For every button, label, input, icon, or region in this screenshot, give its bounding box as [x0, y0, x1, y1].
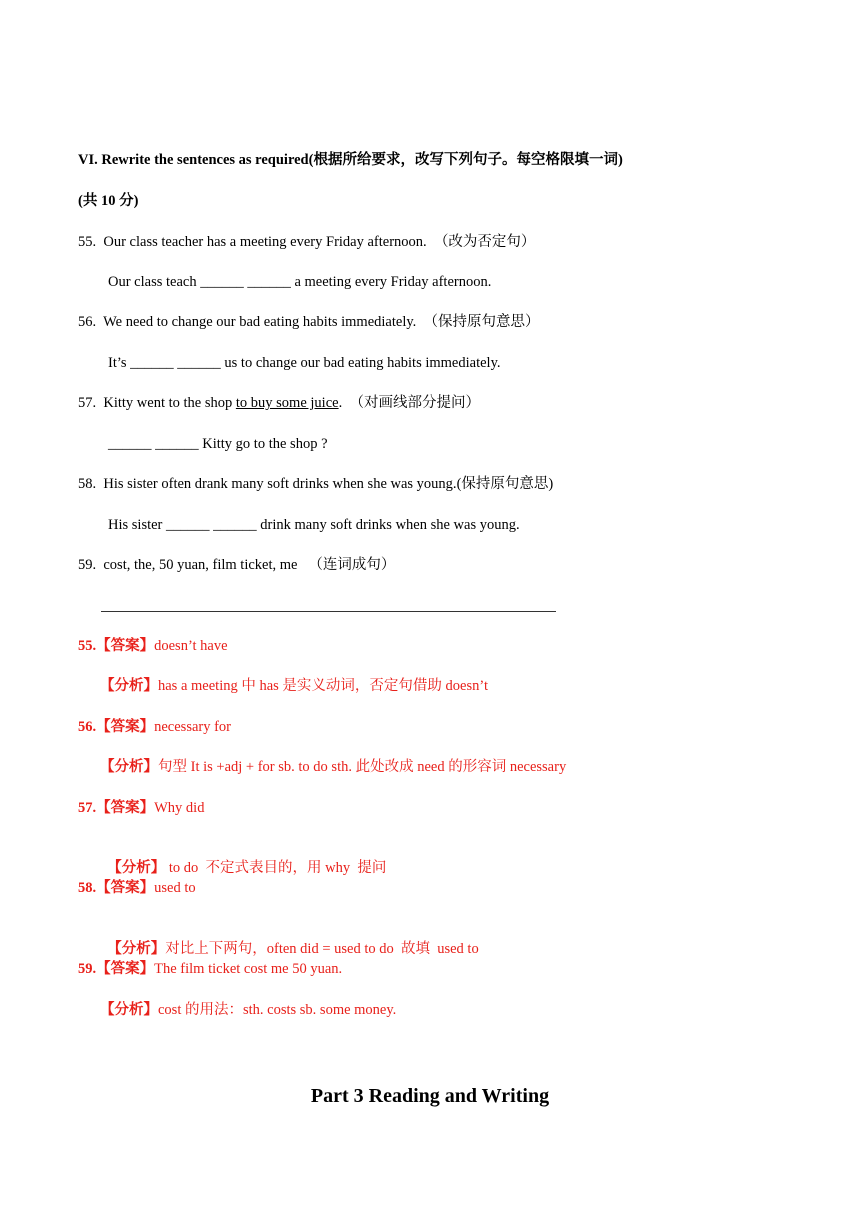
answer-57 [0, 798, 860, 818]
answer-blank-rule [101, 611, 556, 612]
underlined-phrase: to buy some juice [235, 395, 339, 411]
question-instruction: (保持原句意思) [456, 476, 554, 492]
analysis-58 [0, 919, 860, 959]
answer-text: necessary for [154, 719, 232, 735]
analysis-text: 句型 It is +adj + for sb. to do sth. 此处改成 need 的形容词 necessary [158, 759, 567, 775]
answer-label: 57.【答案】 [78, 800, 155, 816]
question-instruction: （改为否定句） [433, 234, 536, 250]
analysis-text: has a meeting 中 has 是实义动词，否定句借助 doesn’t [158, 678, 488, 694]
answer-label: 55.【答案】 [78, 638, 155, 654]
question-56 [0, 312, 860, 332]
part-title: Part 3 Reading and Writing [310, 1085, 550, 1107]
analysis-56 [0, 757, 860, 777]
answer-label: 58.【答案】 [78, 880, 155, 896]
answer-59 [0, 959, 860, 979]
analysis-label: 【分析】 [100, 678, 158, 694]
question-55 [0, 232, 860, 252]
question-text: Our class teacher has a meeting every Friday afternoon. [103, 234, 427, 250]
analysis-text: cost 的用法：sth. costs sb. some money. [158, 1002, 397, 1018]
section-points: (共 10 分) [78, 193, 139, 209]
question-number: 59. [78, 557, 97, 573]
analysis-label: 【分析】 [107, 860, 166, 876]
question-text: His sister often drank many soft drinks when she was young. [103, 476, 457, 492]
analysis-57 [0, 838, 860, 878]
question-number: 58. [78, 476, 97, 492]
analysis-label: 【分析】 [107, 941, 166, 957]
question-number: 56. [78, 314, 97, 330]
question-instruction: （对画线部分提问） [349, 395, 480, 411]
question-instruction: （保持原句意思） [423, 314, 540, 330]
answer-line-58: His sister ______ ______ drink many soft drinks when she was young. [108, 517, 520, 533]
answer-text: used to [154, 880, 196, 896]
analysis-59 [0, 1000, 860, 1020]
question-59 [0, 555, 860, 575]
analysis-label: 【分析】 [100, 1002, 158, 1018]
answer-text: Why did [154, 800, 205, 816]
answer-text: doesn’t have [154, 638, 228, 654]
analysis-text: 对比上下两句，often did = used to do 故填 used to [165, 941, 479, 957]
answer-label: 59.【答案】 [78, 961, 155, 977]
question-instruction: （连词成句） [308, 557, 396, 573]
question-text: We need to change our bad eating habits immediately. [103, 314, 417, 330]
answer-56 [0, 717, 860, 737]
answer-58 [0, 878, 860, 898]
question-number: 55. [78, 234, 97, 250]
question-text: Kitty went to the shop [103, 395, 236, 411]
analysis-text: to do 不定式表目的，用 why 提问 [165, 860, 387, 876]
answer-line-57: ______ ______ Kitty go to the shop ? [108, 436, 328, 452]
section-heading: VI. Rewrite the sentences as required(根据所给要求，改写下列句子。每空格限填一词) [78, 152, 623, 168]
answer-text: The film ticket cost me 50 yuan. [154, 961, 343, 977]
question-57 [0, 393, 860, 413]
question-58 [0, 474, 860, 494]
question-number: 57. [78, 395, 97, 411]
question-text: cost, the, 50 yuan, film ticket, me [103, 557, 298, 573]
question-text-end: . [338, 395, 343, 411]
answer-line-55: Our class teach ______ ______ a meeting every Friday afternoon. [108, 274, 492, 290]
answer-55 [0, 636, 860, 656]
answer-label: 56.【答案】 [78, 719, 155, 735]
analysis-label: 【分析】 [100, 759, 158, 775]
answer-line-56: It’s ______ ______ us to change our bad eating habits immediately. [108, 355, 501, 371]
analysis-55 [0, 676, 860, 696]
